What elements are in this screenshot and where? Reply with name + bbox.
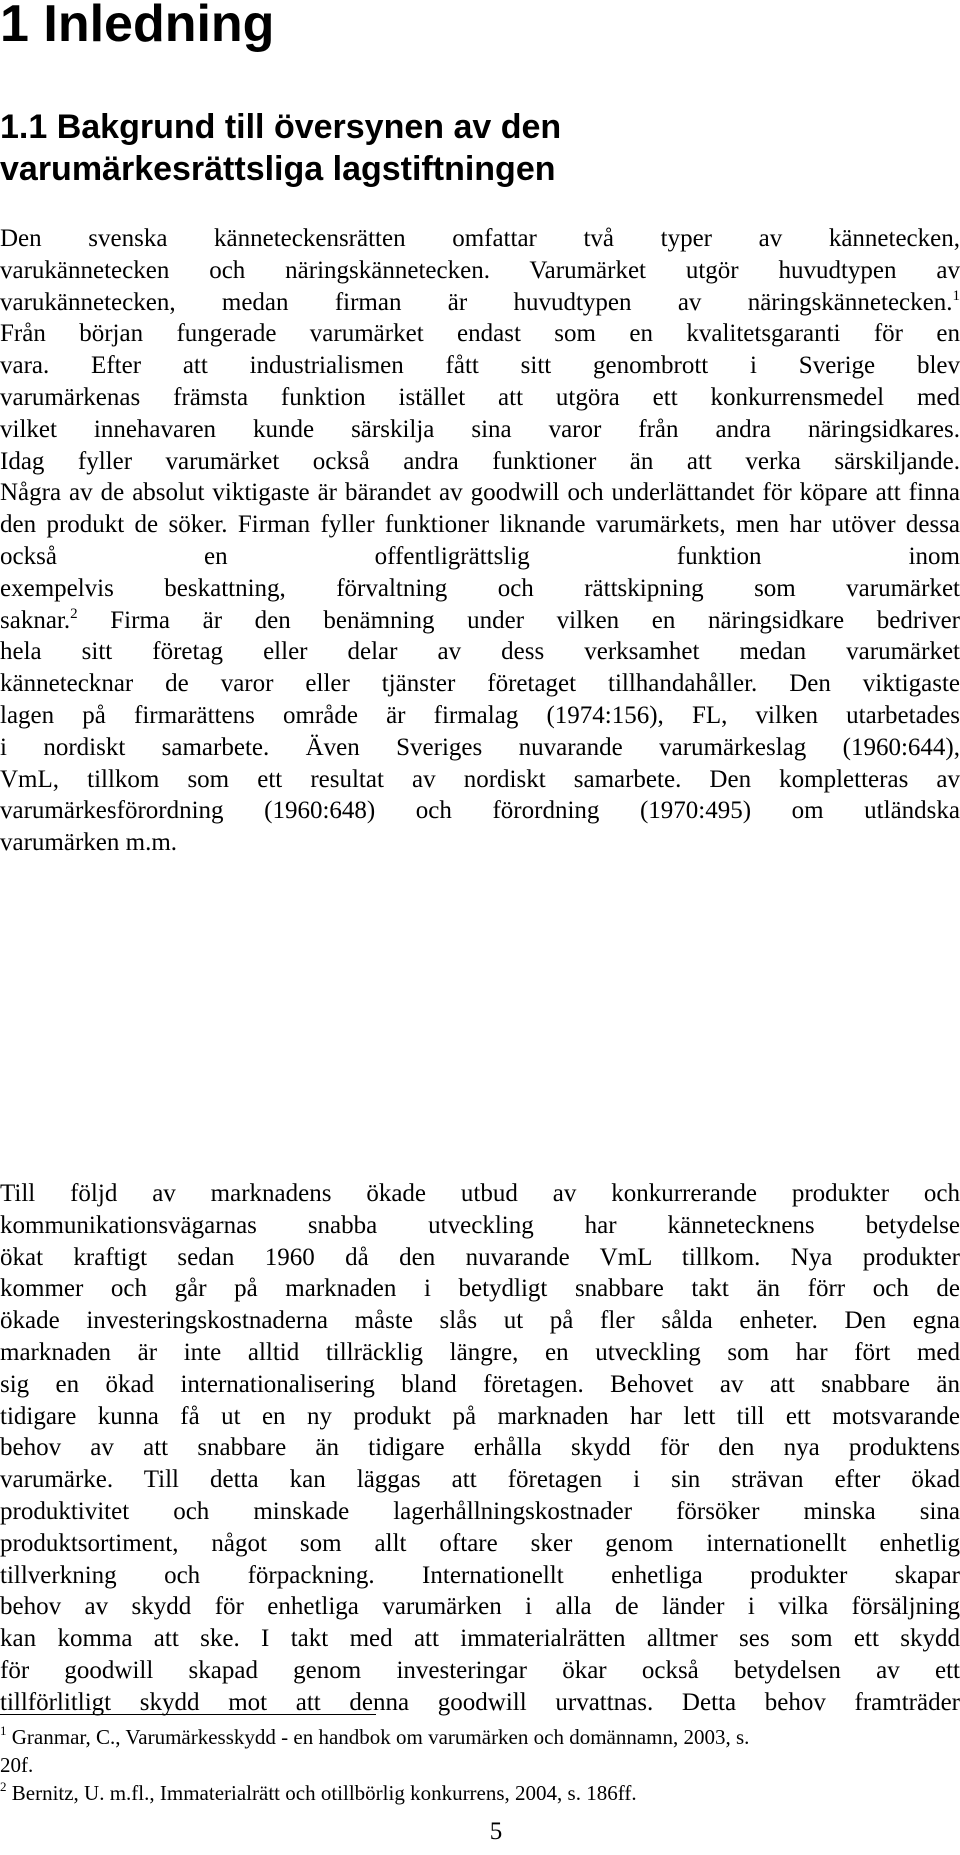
footnote-marker-2: 2 — [0, 1779, 7, 1794]
paragraph-line-last: varumärken m.m. — [0, 829, 178, 857]
paragraph-1 — [0, 223, 960, 859]
section-heading-line-2: varumärkesrättsliga lagstiftningen — [0, 150, 556, 188]
paragraph-2 — [0, 1178, 960, 1719]
section-heading — [0, 106, 561, 190]
footnote-reference-1[interactable]: 1 — [952, 287, 960, 304]
paragraph-line: tidigare kunna få ut en ny produkt på marknaden har lett till ett motsvarande — [0, 1402, 960, 1430]
paragraph-line: Den svenska känneteckensrätten omfattar två typer av kännetecken, — [0, 225, 960, 252]
paragraph-line: sig en ökad internationalisering bland företagen. Behovet av att snabbare än — [0, 1370, 960, 1398]
footnote-1-continued: 20f. — [0, 1753, 34, 1777]
paragraph-line: kommunikationsvägarnas snabba utveckling har kännetecknens betydelse — [0, 1211, 960, 1239]
paragraph-line: vilket innehavaren kunde särskilja sina varor från andra näringsidkares. — [0, 415, 960, 443]
paragraph-line: tillförlitligt skydd mot att denna goodwill urvattnas. Detta behov framträder — [0, 1688, 960, 1716]
footnote-separator — [0, 1714, 376, 1715]
paragraph-line: behov av skydd för enhetliga varumärken i alla de länder i vilka försäljning — [0, 1593, 960, 1621]
footnote-2: $^2$ Bernitz, U. m.fl., Immaterialrätt och otillbörlig konkurrens, 2004, s. 186ff. — [0, 1779, 637, 1805]
paragraph-line: produktivitet och minskade lagerhållningskostnader försöker minska sina — [0, 1497, 960, 1525]
section-heading-line-1: 1.1 Bakgrund till översynen av den — [0, 108, 562, 146]
footnotes — [0, 1723, 960, 1807]
paragraph-line: VmL, tillkom som ett resultat av nordiskt samarbete. Den kompletteras av — [0, 765, 960, 793]
footnote-marker-1: 1 — [0, 1723, 7, 1738]
paragraph-line: kännetecknar de varor eller tjänster företaget tillhandahåller. Den viktigaste — [0, 670, 960, 698]
chapter-heading: 1 Inledning — [0, 0, 275, 53]
footnote-reference-2[interactable]: 2 — [70, 605, 78, 622]
paragraph-line: varumärke. Till detta kan läggas att företagen i sin strävan efter ökad — [0, 1466, 960, 1494]
paragraph-wrapped-text: Några av de absolut viktigaste är bärandet av goodwill och underlättandet för köpare att finna den produkt de söker. Firman fyller funktioner liknande varumärkets, men har utöver dessa också en offentligrättslig funktion inom — [0, 479, 960, 570]
paragraph-line: hela sitt företag eller delar av dess verksamhet medan varumärket — [0, 638, 960, 666]
paragraph-line: i nordiskt samarbete. Även Sveriges nuvarande varumärkeslag (1960:644), — [0, 733, 960, 761]
paragraph-line: ökat kraftigt sedan 1960 då den nuvarande VmL tillkom. Nya produkter — [0, 1243, 960, 1271]
paragraph-line: ökade investeringskostnaderna måste slås ut på fler sålda enheter. Den egna — [0, 1307, 960, 1335]
paragraph-line: varumärkesförordning (1960:648) och förordning (1970:495) om utländska — [0, 797, 960, 825]
paragraph-line: produktsortiment, något som allt oftare sker genom internationellt enhetlig — [0, 1529, 960, 1557]
footnote-1: $^1$ Granmar, C., Varumärkesskydd - en handbok om varumärken och domännamn, 2003, s. — [0, 1723, 750, 1749]
paragraph-line: Från början fungerade varumärket endast som en kvalitetsgaranti för en — [0, 320, 960, 348]
paragraph-line: behov av att snabbare än tidigare erhålla skydd för den nya produktens — [0, 1434, 960, 1462]
paragraph-line: varumärkenas främsta funktion istället att utgöra ett konkurrensmedel med — [0, 383, 960, 411]
paragraph-line: för goodwill skapad genom investeringar ökar också betydelsen av ett — [0, 1656, 960, 1684]
paragraph-line: varukännetecken och näringskännetecken. Varumärket utgör huvudtypen av — [0, 256, 960, 284]
paragraph-line: marknaden är inte alltid tillräcklig längre, en utveckling som har fört med — [0, 1338, 960, 1366]
paragraph-line: tillverkning och förpackning. Internationellt enhetliga produkter skapar — [0, 1561, 960, 1589]
paragraph-line: lagen på firmarättens område är firmalag (1974:156), FL, vilken utarbetades — [0, 701, 960, 729]
paragraph-line: saknar.$^2$ Firma är den benämning under vilken en näringsidkare bedriver — [0, 605, 960, 634]
paragraph-line: vara. Efter att industrialismen fått sitt genombrott i Sverige blev — [0, 352, 960, 380]
paragraph-line: exempelvis beskattning, förvaltning och rättskipning som varumärket — [0, 574, 960, 602]
page-number: 5 — [489, 1818, 503, 1845]
paragraph-line: kan komma att ske. I takt med att immaterialrätten alltmer ses som ett skydd — [0, 1625, 960, 1653]
paragraph-line: Idag fyller varumärket också andra funktioner än att verka särskiljande. — [0, 447, 960, 475]
paragraph-line: kommer och går på marknaden i betydligt snabbare takt än förr och de — [0, 1275, 960, 1303]
paragraph-line: varukännetecken, medan firman är huvudtypen av näringskännetecken.$^1$ — [0, 287, 960, 316]
paragraph-line: Till följd av marknadens ökade utbud av konkurrerande produkter och — [0, 1180, 960, 1207]
